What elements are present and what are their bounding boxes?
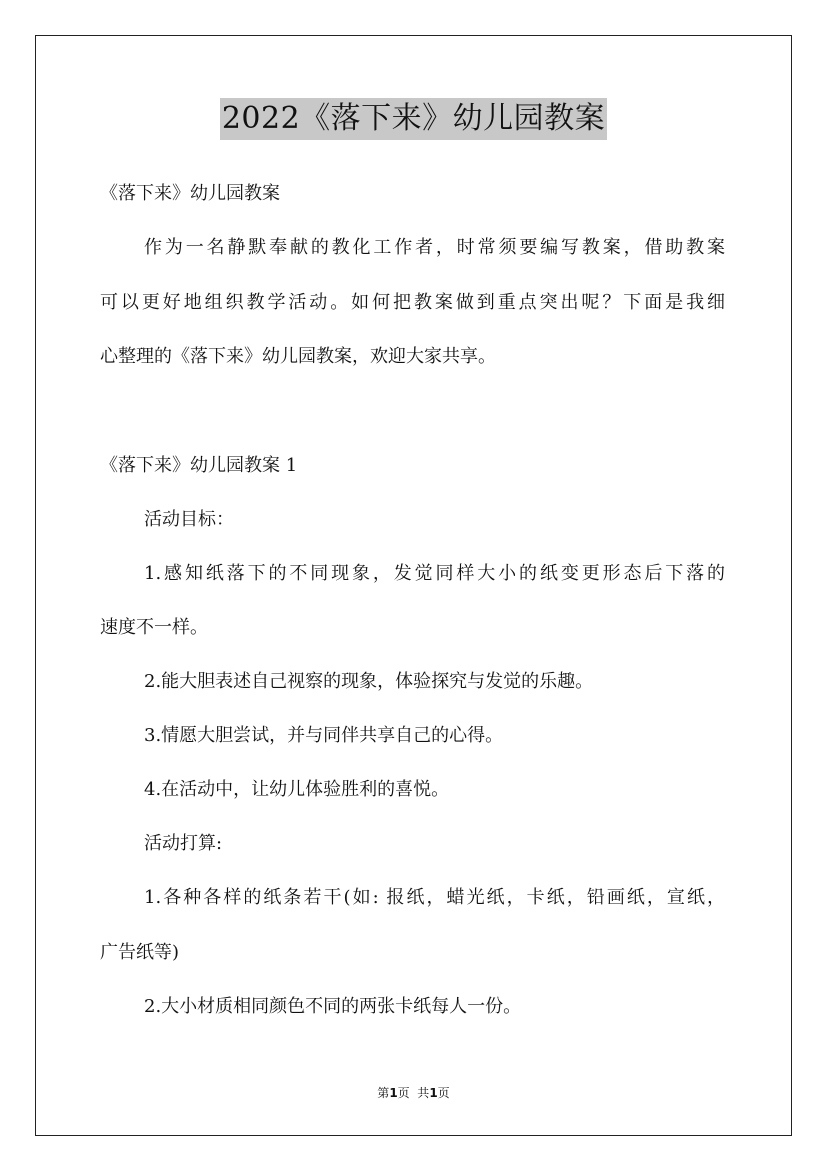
prep-1-line-1: 1.各种各样的纸条若干(如: 报纸，蜡光纸，卡纸，铅画纸，宣纸， — [144, 887, 725, 908]
goal-3: 3.情愿大胆尝试，并与同伴共享自己的心得。 — [144, 725, 504, 746]
intro-line-2: 可以更好地组织教学活动。如何把教案做到重点突出呢？下面是我细 — [100, 292, 725, 313]
footer-page-mid: 页 共 — [397, 1086, 430, 1100]
prep-label: 活动打算: — [144, 833, 223, 854]
section-heading: 《落下来》幼儿园教案 1 — [100, 455, 298, 476]
footer-page-suffix: 页 — [437, 1086, 450, 1100]
document-subtitle: 《落下来》幼儿园教案 — [100, 183, 280, 204]
intro-line-1: 作为一名静默奉献的教化工作者，时常须要编写教案，借助教案 — [144, 237, 725, 258]
goal-1-line-2: 速度不一样。 — [100, 617, 208, 638]
prep-1-line-2: 广告纸等) — [100, 942, 180, 963]
footer-page-total: 1 — [429, 1086, 438, 1100]
footer-page-current: 1 — [389, 1086, 398, 1100]
goal-1-line-1: 1.感知纸落下的不同现象，发觉同样大小的纸变更形态后下落的 — [144, 563, 725, 584]
goals-label: 活动目标： — [144, 509, 234, 530]
intro-line-3: 心整理的《落下来》幼儿园教案，欢迎大家共享。 — [100, 346, 496, 367]
prep-2: 2.大小材质相同颜色不同的两张卡纸每人一份。 — [144, 996, 522, 1017]
goal-2: 2.能大胆表述自己视察的现象，体验探究与发觉的乐趣。 — [144, 671, 594, 692]
page-footer — [0, 1085, 827, 1101]
document-title: 2022《落下来》幼儿园教案 — [220, 98, 607, 140]
goal-4: 4.在活动中，让幼儿体验胜利的喜悦。 — [144, 779, 450, 800]
footer-page-prefix: 第 — [377, 1086, 390, 1100]
title-container — [0, 98, 827, 140]
